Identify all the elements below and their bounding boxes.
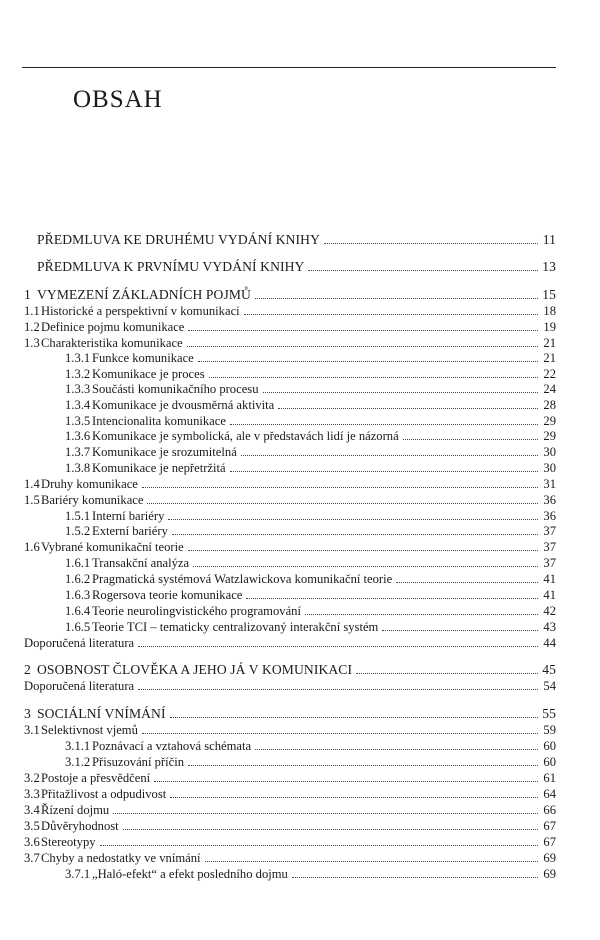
toc-entry-title: Definice pojmu komunikace: [41, 320, 185, 334]
toc-entry-number: 3.1.1: [65, 739, 91, 753]
toc-entry-page: 60: [543, 739, 556, 753]
toc-leader-dots: [188, 550, 538, 551]
toc-entry-title: Komunikace je srozumitelná: [92, 445, 237, 459]
toc-entry-number: 1.3.5: [65, 414, 91, 428]
toc-leader-dots: [147, 503, 538, 504]
toc-entry: [24, 366, 556, 382]
toc-entry-number: 3.2: [24, 771, 40, 785]
toc-entry-number: 3.4: [24, 803, 40, 817]
toc-entry: [24, 587, 556, 603]
toc-entry: [24, 555, 556, 571]
toc-entry: [24, 397, 556, 413]
toc-entry-title: Řízení dojmu: [41, 803, 110, 817]
toc-entry: [24, 866, 556, 882]
toc-entry-title: Důvěryhodnost: [41, 819, 119, 833]
toc-entry-page: 44: [543, 636, 556, 650]
toc-entry-number: 1.1: [24, 304, 40, 318]
toc-entry-page: 64: [543, 787, 556, 801]
toc-entry-title: „Haló-efekt“ a efekt posledního dojmu: [92, 867, 288, 881]
toc-entry-title: Poznávací a vztahová schémata: [92, 739, 252, 753]
toc-entry: [24, 818, 556, 834]
toc-entry-page: 29: [543, 429, 556, 443]
toc-leader-dots: [230, 471, 538, 472]
toc-entry: [24, 428, 556, 444]
toc-leader-dots: [305, 614, 538, 615]
toc-entry-title: Externí bariéry: [92, 524, 168, 538]
toc-entry-page: 31: [543, 477, 556, 491]
toc-entry-page: 22: [543, 367, 556, 381]
toc-leader-dots: [172, 534, 538, 535]
toc-entry: [24, 523, 556, 539]
toc-entry-title: Komunikace je symbolická, ale v představách lidí je názorná: [92, 429, 399, 443]
toc-entry-number: 1.3.4: [65, 398, 91, 412]
toc-entry-title: Bariéry komunikace: [41, 493, 144, 507]
toc-entry: [24, 722, 556, 738]
toc-entry: [24, 754, 556, 770]
toc-entry-title: Součásti komunikačního procesu: [92, 382, 259, 396]
toc-entry-page: 54: [543, 679, 556, 693]
toc-entry-title: SOCIÁLNÍ VNÍMÁNÍ: [37, 706, 166, 721]
toc-leader-dots: [255, 749, 538, 750]
toc-entry-number: 1.4: [24, 477, 40, 491]
toc-leader-dots: [278, 408, 538, 409]
toc-leader-dots: [138, 646, 538, 647]
toc-entry-page: 67: [543, 835, 556, 849]
toc-leader-dots: [123, 829, 538, 830]
toc-entry: [24, 786, 556, 802]
toc-leader-dots: [138, 689, 538, 690]
toc-leader-dots: [255, 298, 538, 299]
toc-entry-page: 37: [543, 524, 556, 538]
toc-entry-page: 37: [543, 556, 556, 570]
toc-entry: [24, 381, 556, 397]
toc-entry-page: 43: [543, 620, 556, 634]
toc-entry-title: Stereotypy: [41, 835, 96, 849]
toc-entry-title: Teorie TCI – tematicky centralizovaný interakční systém: [92, 620, 379, 634]
toc-leader-dots: [187, 346, 538, 347]
toc-entry-number: 3: [24, 706, 31, 721]
toc-entry: [24, 635, 556, 651]
toc-entry-number: 1.5: [24, 493, 40, 507]
toc-entry-number: 3.3: [24, 787, 40, 801]
toc-entry: [24, 492, 556, 508]
toc-entry-number: 3.5: [24, 819, 40, 833]
toc-entry-page: 24: [543, 382, 556, 396]
toc-leader-dots: [324, 243, 538, 244]
toc-entry-number: 1.3.7: [65, 445, 91, 459]
toc-entry-number: 3.7: [24, 851, 40, 865]
toc-leader-dots: [382, 630, 538, 631]
toc-entry-page: 11: [542, 232, 556, 247]
toc-entry-number: 1.6.3: [65, 588, 91, 602]
toc-entry-number: 1: [24, 287, 31, 302]
toc-entry-page: 59: [543, 723, 556, 737]
toc-entry-title: Chyby a nedostatky ve vnímání: [41, 851, 201, 865]
toc-entry: [24, 571, 556, 587]
toc-leader-dots: [188, 330, 538, 331]
toc-entry-page: 60: [543, 755, 556, 769]
toc-entry-page: 67: [543, 819, 556, 833]
toc-entry-page: 45: [542, 662, 556, 677]
toc-leader-dots: [209, 377, 538, 378]
toc-leader-dots: [205, 861, 539, 862]
toc-entry-title: Intencionalita komunikace: [92, 414, 226, 428]
toc-leader-dots: [188, 765, 538, 766]
toc-leader-dots: [263, 392, 539, 393]
toc-leader-dots: [154, 781, 538, 782]
toc-entry: [24, 619, 556, 635]
toc-entry-page: 69: [543, 851, 556, 865]
toc-entry-number: 1.3.3: [65, 382, 91, 396]
toc-entry-title: PŘEDMLUVA KE DRUHÉMU VYDÁNÍ KNIHY: [37, 232, 320, 247]
toc-entry-number: 1.6.1: [65, 556, 91, 570]
toc-entry-page: 66: [543, 803, 556, 817]
toc-entry-page: 19: [543, 320, 556, 334]
toc-leader-dots: [403, 439, 538, 440]
toc-entry-number: 1.6.4: [65, 604, 91, 618]
toc-entry: [24, 287, 556, 303]
toc-entry-number: 1.3.6: [65, 429, 91, 443]
toc-entry: [24, 460, 556, 476]
toc-leader-dots: [168, 519, 538, 520]
toc-entry-page: 30: [543, 445, 556, 459]
toc-entry: [24, 834, 556, 850]
toc-entry-number: 1.6.2: [65, 572, 91, 586]
page-title: OBSAH: [73, 86, 163, 113]
toc-entry-page: 21: [543, 336, 556, 350]
toc-entry: [24, 508, 556, 524]
toc-entry-number: 1.3.2: [65, 367, 91, 381]
toc-entry-title: Komunikace je proces: [92, 367, 205, 381]
toc-entry-number: 1.5.2: [65, 524, 91, 538]
toc-entry-title: Interní bariéry: [92, 509, 165, 523]
toc-leader-dots: [170, 717, 538, 718]
toc-entry-page: 15: [542, 287, 556, 302]
toc-entry-title: Přisuzování příčin: [92, 755, 184, 769]
toc-entry-title: Doporučená literatura: [24, 636, 135, 650]
toc-entry-number: 3.1: [24, 723, 40, 737]
toc-entry: [24, 350, 556, 366]
toc-leader-dots: [193, 566, 538, 567]
toc-leader-dots: [142, 487, 538, 488]
toc-entry-title: Postoje a přesvědčení: [41, 771, 151, 785]
toc-entry: [24, 539, 556, 555]
toc-entry-title: Historické a perspektivní v komunikaci: [41, 304, 240, 318]
toc-leader-dots: [142, 733, 538, 734]
toc-entry-number: 1.2: [24, 320, 40, 334]
toc-entry-page: 55: [542, 706, 556, 721]
toc-entry-page: 30: [543, 461, 556, 475]
toc-entry-number: 1.5.1: [65, 509, 91, 523]
toc-entry: [24, 603, 556, 619]
toc-leader-dots: [241, 455, 538, 456]
toc-entry-page: 41: [543, 588, 556, 602]
toc-entry: [24, 706, 556, 722]
toc-entry: [24, 738, 556, 754]
toc-entry-page: 21: [543, 351, 556, 365]
toc-entry-title: Charakteristika komunikace: [41, 336, 183, 350]
toc-entry-number: 1.3: [24, 336, 40, 350]
toc-entry-page: 28: [543, 398, 556, 412]
toc-entry: [24, 850, 556, 866]
toc-entry: [24, 662, 556, 678]
toc-entry: [24, 444, 556, 460]
toc-entry-number: 1.6: [24, 540, 40, 554]
toc-entry-title: Druhy komunikace: [41, 477, 138, 491]
toc-entry-title: Vybrané komunikační teorie: [41, 540, 184, 554]
toc-entry-title: Funkce komunikace: [92, 351, 194, 365]
toc-entry-number: 3.7.1: [65, 867, 91, 881]
toc-leader-dots: [170, 797, 538, 798]
toc-entry-title: Pragmatická systémová Watzlawickova komunikační teorie: [92, 572, 393, 586]
toc-entry-number: 2: [24, 662, 31, 677]
toc-entry: [24, 476, 556, 492]
toc-leader-dots: [246, 598, 538, 599]
toc-leader-dots: [113, 813, 538, 814]
toc-leader-dots: [100, 845, 538, 846]
toc-entry-title: Komunikace je dvousměrná aktivita: [92, 398, 275, 412]
toc-entry-page: 18: [543, 304, 556, 318]
toc-entry-title: VYMEZENÍ ZÁKLADNÍCH POJMŮ: [37, 287, 251, 302]
toc-entry-page: 41: [543, 572, 556, 586]
toc-entry-number: 1.3.1: [65, 351, 91, 365]
toc-entry-title: Teorie neurolingvistického programování: [92, 604, 301, 618]
toc-entry: [24, 303, 556, 319]
toc-entry: [24, 770, 556, 786]
toc-entry: [24, 232, 556, 248]
toc-leader-dots: [230, 424, 538, 425]
toc-leader-dots: [356, 673, 538, 674]
toc-entry-title: Transakční analýza: [92, 556, 190, 570]
toc-entry-title: Komunikace je nepřetržitá: [92, 461, 226, 475]
toc-entry-page: 36: [543, 509, 556, 523]
toc-entry-page: 42: [543, 604, 556, 618]
toc-entry-title: Selektivnost vjemů: [41, 723, 138, 737]
toc-entry-title: PŘEDMLUVA K PRVNÍMU VYDÁNÍ KNIHY: [37, 259, 305, 274]
toc-entry-number: 3.1.2: [65, 755, 91, 769]
toc-leader-dots: [244, 314, 538, 315]
toc-entry-page: 36: [543, 493, 556, 507]
toc-entry-number: 1.6.5: [65, 620, 91, 634]
toc-entry: [24, 413, 556, 429]
toc-entry: [24, 678, 556, 694]
toc-entry-title: Přitažlivost a odpudivost: [41, 787, 167, 801]
toc-leader-dots: [198, 361, 538, 362]
toc-entry-number: 1.3.8: [65, 461, 91, 475]
toc-entry-page: 61: [543, 771, 556, 785]
toc-leader-dots: [308, 270, 538, 271]
toc-entry-page: 37: [543, 540, 556, 554]
toc-entry-number: 3.6: [24, 835, 40, 849]
toc-entry: [24, 259, 556, 275]
toc-entry-title: OSOBNOST ČLOVĚKA A JEHO JÁ V KOMUNIKACI: [37, 662, 353, 677]
toc-entry-page: 29: [543, 414, 556, 428]
toc-leader-dots: [292, 877, 538, 878]
toc-entry: [24, 319, 556, 335]
table-of-contents: [24, 0, 556, 940]
toc-entry-title: Doporučená literatura: [24, 679, 135, 693]
toc-entry: [24, 802, 556, 818]
toc-entry-page: 69: [543, 867, 556, 881]
toc-leader-dots: [396, 582, 538, 583]
toc-entry: [24, 335, 556, 351]
toc-entry-title: Rogersova teorie komunikace: [92, 588, 243, 602]
toc-entry-page: 13: [542, 259, 556, 274]
